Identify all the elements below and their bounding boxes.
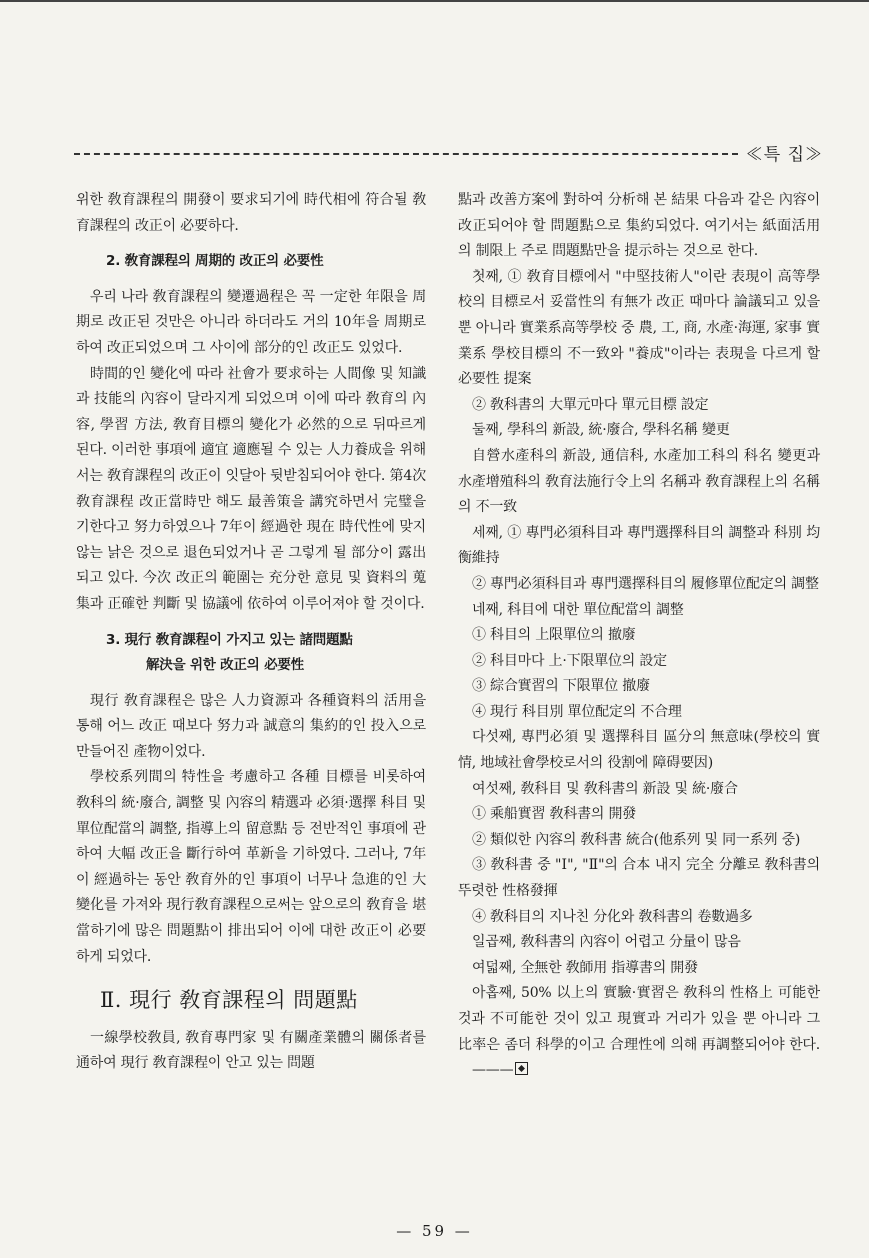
page-number: — 59 — <box>396 1222 473 1240</box>
list-item: 自營水產科의 新設, 通信科, 水產加工科의 科名 變更과 水產增殖科의 敎育法施行令上의 名稱과 敎育課程上의 名稱의 不一致 <box>458 447 820 516</box>
list-item: ② 專門必須科目과 專門選擇科目의 履修單位配定의 調整 <box>472 575 819 592</box>
list-item: 여섯째, 敎科目 및 敎科書의 新設 및 統·廢合 <box>472 780 738 797</box>
section-label: ≪특 집≫ <box>745 144 823 165</box>
list-item: 네째, 科目에 대한 單位配當의 調整 <box>472 601 684 618</box>
paragraph: 時間的인 變化에 따라 社會가 要求하는 人間像 및 知識과 技能의 內容이 달라지게 되었으며 이에 따라 敎育의 內容, 學習 方法, 敎育目標의 變化가 必然的으로 뒤따르게 된다. 이러한 事項에 適宜 適應될 수 있는 人力養成을 위해서는 敎育課程의 改正이 잇달아 뒷받침되어야 한다. 第4次 敎育課程 改正當時만 해도 最善策을 講究하면서 完璧을 기한다고 努力하였으나 7年이 經過한 現在 時代性에 맞지 않는 낡은 것으로 退色되었거나 곧 그렇게 될 部分이 露出되고 있다. 今次 改正의 範圍는 充分한 意見 및 資料의 蒐集과 正確한 判斷 및 協議에 依하여 이루어져야 할 것이다. <box>76 365 426 612</box>
list-item: ③ 敎科書 중 "Ⅰ", "Ⅱ"의 合本 내지 完全 分離로 敎科書의 뚜렷한 性格發揮 <box>458 857 820 900</box>
subheading <box>76 628 426 679</box>
top-rule <box>0 0 869 2</box>
list-item: ④ 敎科目의 지나친 分化와 敎科書의 卷數過多 <box>472 908 753 925</box>
list-item: 여덟째, 全無한 敎師用 指導書의 開發 <box>472 959 698 976</box>
right-column <box>458 188 820 1084</box>
list-item: ③ 綜合實習의 下限單位 撤廢 <box>472 678 650 695</box>
paragraph: 위한 敎育課程의 開發이 要求되기에 時代相에 符合될 敎育課程의 改正이 必要하다. <box>76 192 426 234</box>
list-item: ② 敎科書의 大單元마다 單元目標 設定 <box>472 396 709 413</box>
paragraph: 一線學校敎員, 敎育專門家 및 有關產業體의 關係者를 通하여 現行 敎育課程이 안고 있는 問題 <box>76 1029 426 1072</box>
list-item: 세째, ① 專門必須科目과 專門選擇科目의 調整과 科別 均衡維持 <box>458 524 820 567</box>
list-item <box>458 981 820 1083</box>
end-box-icon <box>515 1062 528 1075</box>
list-item: 둘째, 學科의 新設, 統·廢合, 學科名稱 變更 <box>472 422 730 439</box>
page-header <box>74 140 823 164</box>
subheading-line: 3. 現行 敎育課程이 가지고 있는 諸問題點 <box>106 631 353 648</box>
list-item: ② 科目마다 上·下限單位의 設定 <box>472 652 667 669</box>
list-item: 다섯째, 專門必須 및 選擇科目 區分의 無意味(學校의 實情, 地域社會學校로서의 役割에 障碍要因) <box>458 729 820 772</box>
subheading: 2. 敎育課程의 周期的 改正의 必要性 <box>106 253 324 270</box>
header-dashed-rule <box>74 153 738 155</box>
list-item: ④ 現行 科目別 單位配定의 不合理 <box>472 703 682 720</box>
list-item-text: 아홉째, 50% 以上의 實驗·實習은 敎科의 性格上 可能한 것과 不可能한 것이 있고 現實과 거리가 있을 뿐 아니라 그 比率은 좀더 科學的이고 合理性에 의해 再調整되어야 한다. <box>458 985 820 1053</box>
paragraph: 學校系列間의 特性을 考慮하고 各種 目標를 비롯하여 敎科의 統·廢合, 調整 및 內容의 精選과 必須·選擇 科目 및 單位配當의 調整, 指導上의 留意點 등 전반적인 事項에 관하여 大幅 改正을 斷行하여 革新을 기하였다. 그러나, 7年이 經過하는 동안 敎育外的인 事項이 너무나 急進的인 大變化를 가져와 現行敎育課程으로써는 앞으로의 敎育을 堪當하기에 많은 問題點이 排出되어 이에 대한 改正이 必要하게 되었다. <box>76 769 426 965</box>
list-item: ① 科目의 上限單位의 撤廢 <box>472 627 636 644</box>
list-item: ② 類似한 內容의 敎科書 統合(他系列 및 同一系列 중) <box>472 831 801 848</box>
list-item: 첫째, ① 敎育目標에서 "中堅技術人"이란 表現이 高等學校의 目標로서 妥當性의 有無가 改正 때마다 論議되고 있을 뿐 아니라 實業系高等學校 중 農, 工, 商, 水產·海運, 家事 實業系 學校目標의 不一致와 "養成"이라는 表現을 다르게 할 必要性 提案 <box>458 268 820 388</box>
list-item: 일곱째, 敎科書의 內容이 어렵고 分量이 많음 <box>472 934 741 951</box>
section-title: Ⅱ. 現行 敎育課程의 問題點 <box>100 988 358 1013</box>
paragraph: 우리 나라 敎育課程의 變遷過程은 꼭 一定한 年限을 周期로 改正된 것만은 아니라 하더라도 거의 10年을 周期로 하여 改正되었으며 그 사이에 部分的인 改正도 있었다. <box>76 288 426 356</box>
end-mark: ——— <box>472 1062 514 1079</box>
paragraph: 點과 改善方案에 對하여 分析해 본 結果 다음과 같은 內容이 改正되어야 할 問題點으로 集約되었다. 여기서는 紙面活用의 制限上 주로 問題點만을 提示하는 것으로 한다. <box>458 192 820 260</box>
list-item: ① 乘船實習 敎科書의 開發 <box>472 806 637 823</box>
paragraph: 現行 敎育課程은 많은 人力資源과 各種資料의 活用을 통해 어느 改正 때보다 努力과 誠意의 集約的인 投入으로 만들어진 產物이었다. <box>76 692 426 760</box>
subheading-line: 解決을 위한 改正의 必要性 <box>146 657 304 674</box>
left-column <box>76 188 426 1077</box>
